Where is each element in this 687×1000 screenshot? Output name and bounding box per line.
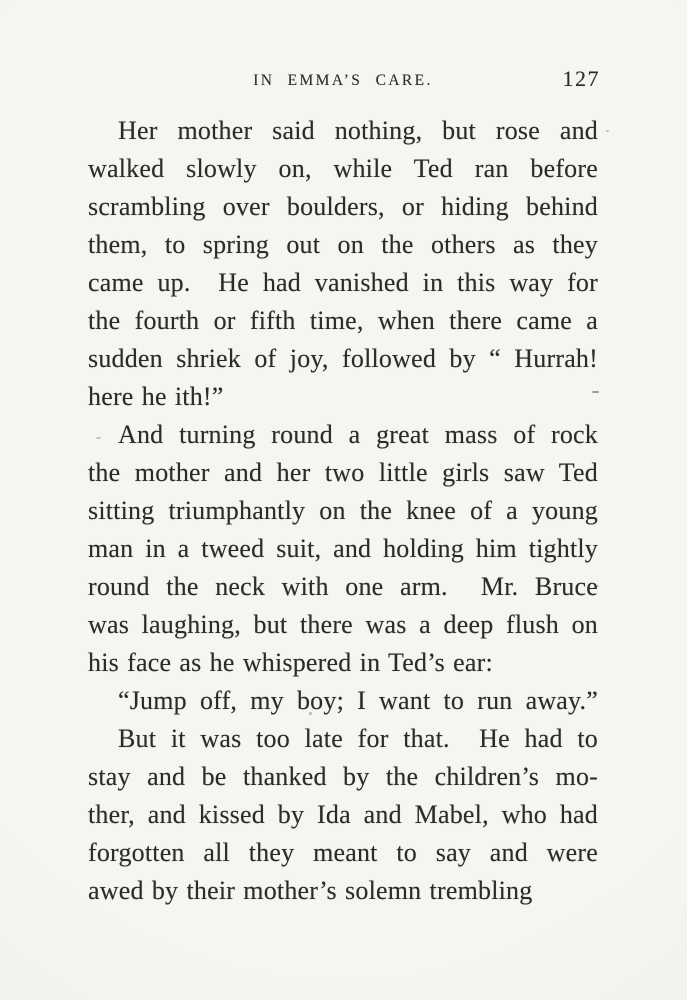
text-line: the fourth or fifth time, when there came a xyxy=(88,306,598,335)
text-line: his face as he whispered in Ted’s ear: xyxy=(88,648,493,677)
text-line: here he ith!” xyxy=(88,382,224,411)
body-text-block xyxy=(88,112,598,910)
text-line: And turning round a great mass of rock xyxy=(118,420,598,449)
text-line: the mother and her two little girls saw Ted xyxy=(88,458,598,487)
text-line: sudden shriek of joy, followed by “ Hurrah! xyxy=(88,344,598,373)
running-title: IN EMMA’S CARE. xyxy=(253,72,433,89)
text-line: walked slowly on, while Ted ran before xyxy=(88,154,598,183)
scan-speck xyxy=(96,437,101,439)
text-line: sitting triumphantly on the knee of a young xyxy=(88,496,598,525)
text-line: them, to spring out on the others as they xyxy=(88,230,598,259)
text-line: “Jump off, my boy; I want to run away.” xyxy=(118,686,598,715)
scan-speck xyxy=(594,585,599,587)
text-line: But it was too late for that. He had to xyxy=(118,724,598,753)
text-line: Her mother said nothing, but rose and xyxy=(118,116,598,145)
text-line: was laughing, but there was a deep flush on xyxy=(88,610,598,639)
text-line: round the neck with one arm. Mr. Bruce xyxy=(88,572,598,601)
text-line: forgotten all they meant to say and were xyxy=(88,838,598,867)
page-number: 127 xyxy=(562,66,600,91)
scan-speck xyxy=(606,130,609,132)
page-header xyxy=(88,68,598,96)
text-line: man in a tweed suit, and holding him tightly xyxy=(88,534,598,563)
scan-speck xyxy=(309,712,312,715)
text-line: stay and be thanked by the children’s mo- xyxy=(88,762,598,791)
scan-speck xyxy=(592,391,599,393)
text-line: scrambling over boulders, or hiding behind xyxy=(88,192,598,221)
text-line: ther, and kissed by Ida and Mabel, who had xyxy=(88,800,598,829)
text-line: awed by their mother’s solemn trembling xyxy=(88,876,533,905)
text-line: came up. He had vanished in this way for xyxy=(88,268,598,297)
